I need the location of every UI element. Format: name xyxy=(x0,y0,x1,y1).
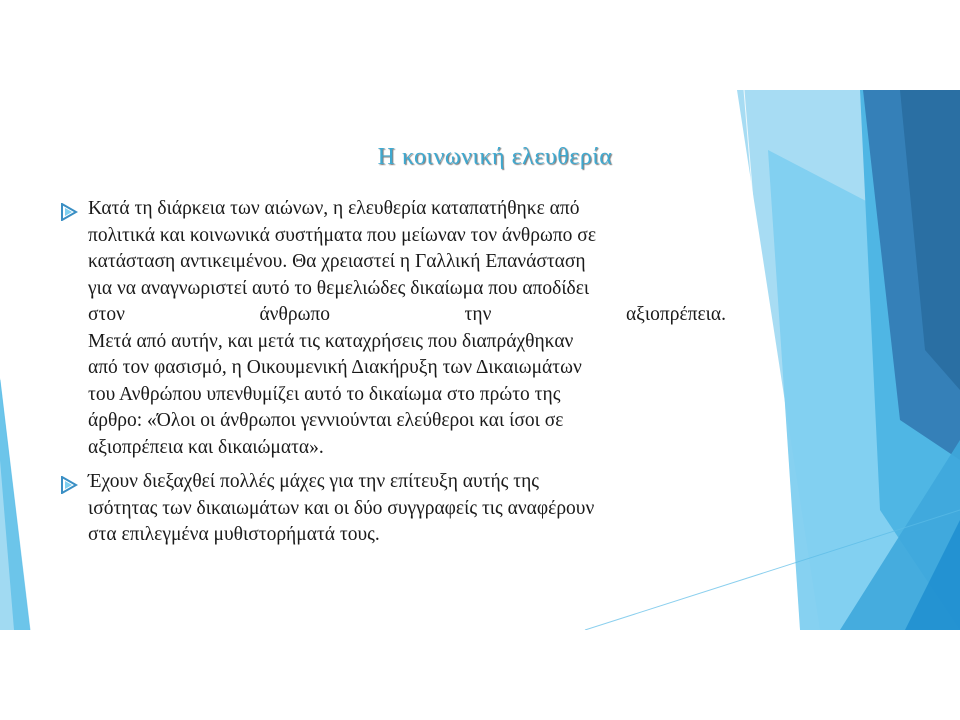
text-line: άρθρο: «Όλοι οι άνθρωποι γεννιούνται ελεύθεροι και ίσοι σε xyxy=(88,410,564,431)
bullet-item xyxy=(56,469,726,549)
text-line: κατάσταση αντικειμένου. Θα χρειαστεί η Γαλλική Επανάσταση xyxy=(88,251,586,272)
text-line: από τον φασισμό, η Οικουμενική Διακήρυξη των Δικαιωμάτων xyxy=(88,357,582,378)
bullet-text xyxy=(88,196,726,461)
text-line: ισότητας των δικαιωμάτων και οι δύο συγγραφείς τις αναφέρουν xyxy=(88,497,595,519)
text-line: Έχουν διεξαχθεί πολλές μάχες για την επίτευξη αυτής της xyxy=(88,471,540,492)
slide-title: Η κοινωνική ελευθερία xyxy=(377,144,613,170)
text-line: πολιτικά και κοινωνικά συστήματα που μείωναν τον άνθρωπο σε xyxy=(88,224,597,246)
text-line: Κατά τη διάρκεια των αιώνων, η ελευθερία καταπατήθηκε από xyxy=(88,198,580,219)
bullet-item xyxy=(56,196,726,461)
bullet-arrow-icon xyxy=(60,203,78,221)
text-line: στον άνθρωπο την αξιοπρέπεια. xyxy=(88,304,726,325)
text-line: για να αναγνωριστεί αυτό το θεμελιώδες δικαίωμα που αποδίδει xyxy=(88,277,590,299)
text-line: αξιοπρέπεια και δικαιώματα». xyxy=(88,436,324,458)
text-line: Μετά από αυτήν, και μετά τις καταχρήσεις που διαπράχθηκαν xyxy=(88,330,574,352)
slide-content xyxy=(56,196,726,557)
bullet-arrow-icon xyxy=(60,476,78,494)
bullet-text xyxy=(88,469,726,549)
slide xyxy=(0,90,960,630)
text-line: του Ανθρώπου υπενθυμίζει αυτό το δικαίωμα στο πρώτο της xyxy=(88,383,561,405)
text-line: στα επιλεγμένα μυθιστορήματά τους. xyxy=(88,524,380,545)
